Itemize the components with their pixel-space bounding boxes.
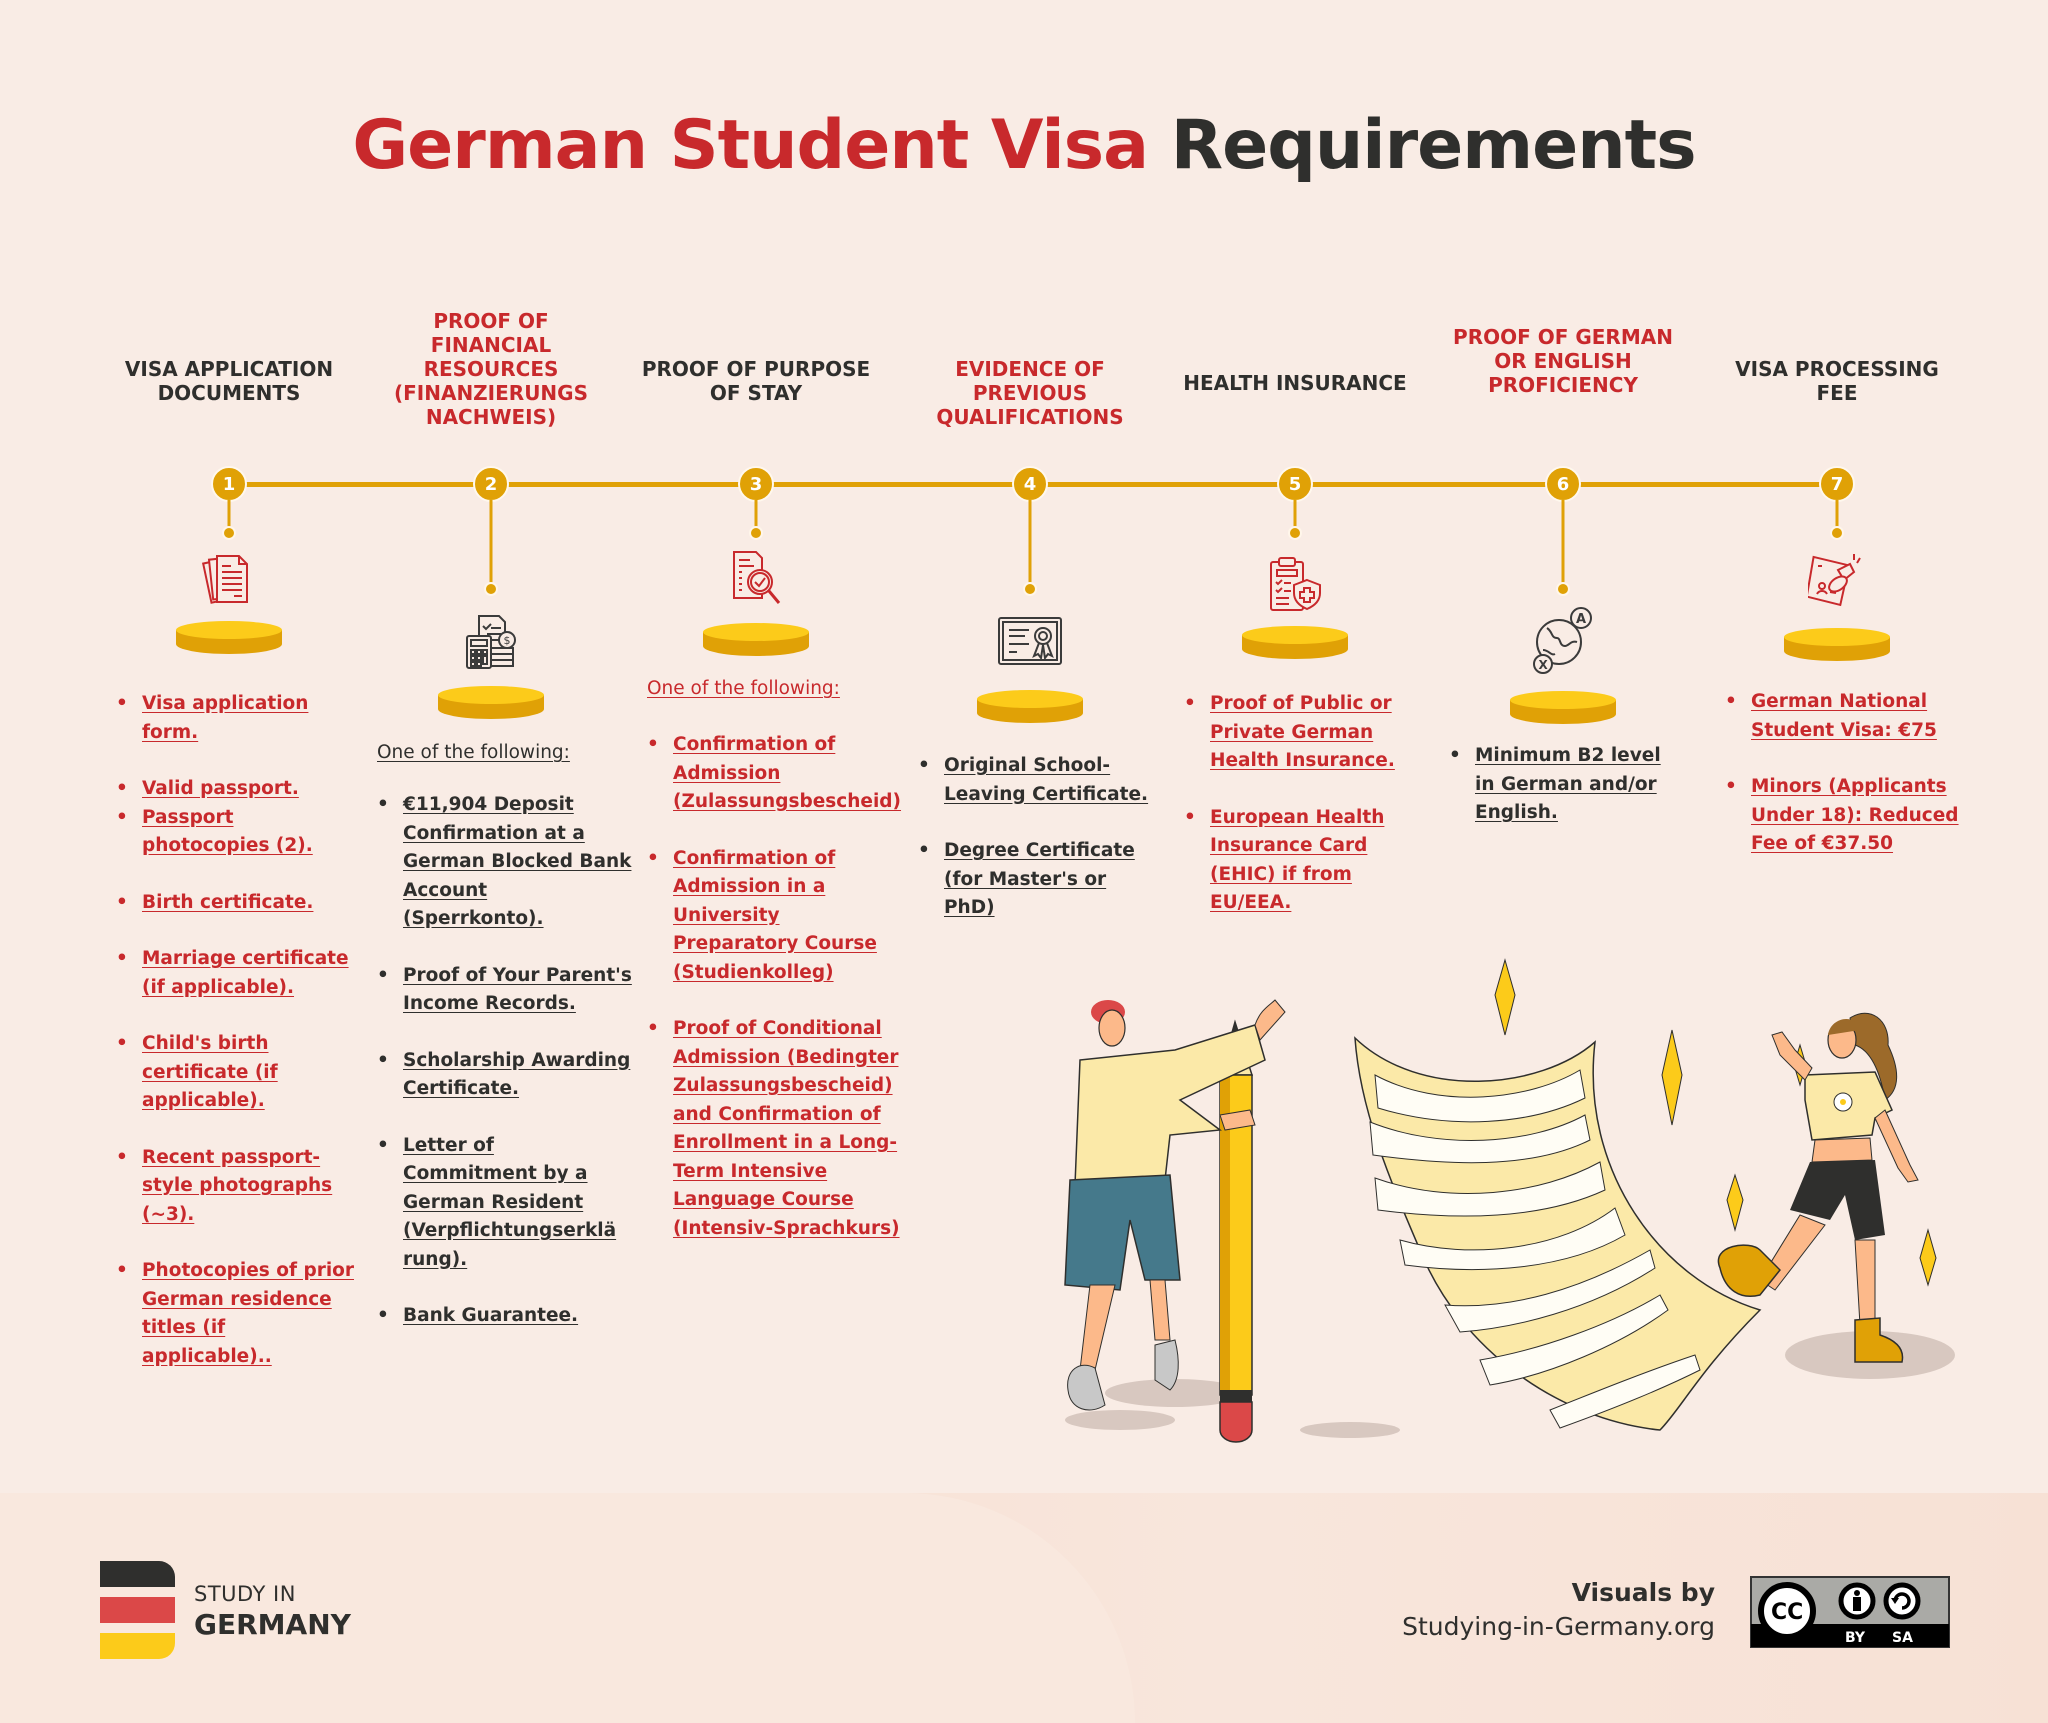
step-3-list [647, 731, 909, 1243]
step-3-intro: One of the following: [647, 678, 840, 699]
step-1-coin [174, 620, 284, 654]
step-6-node: 6 [1545, 466, 1581, 502]
step-5-node: 5 [1277, 466, 1313, 502]
list-item[interactable]: • Photocopies of prior German residence titles (if applicable).. [116, 1257, 361, 1371]
list-item[interactable]: • Minimum B2 level in German and/or English. [1449, 742, 1679, 828]
credit-website-link[interactable]: Studying-in-Germany.org [1402, 1612, 1715, 1641]
list-item[interactable]: • Child's birth certificate (if applicable). [116, 1030, 361, 1116]
cc-label: CC [1771, 1600, 1804, 1625]
step-1-node: 1 [211, 466, 247, 502]
list-item[interactable]: • Bank Guarantee. [377, 1302, 632, 1331]
step-2-stem [490, 500, 493, 589]
list-item[interactable]: • European Health Insurance Card (EHIC) if from EU/EEA. [1184, 804, 1414, 918]
step-6-stem [1562, 500, 1565, 589]
step-1-heading: VISA APPLICATION DOCUMENTS [124, 357, 334, 405]
list-item[interactable]: • Minors (Applicants Under 18): Reduced Fee of €37.50 [1725, 773, 1965, 859]
step-2-stem-dot [484, 582, 498, 596]
cc-by-sa-license-icon[interactable] [1750, 1576, 1950, 1648]
list-item[interactable]: • Degree Certificate (for Master's or PhD) [918, 837, 1158, 923]
step-4-stem-dot [1023, 582, 1037, 596]
step-6-stem-dot [1556, 582, 1570, 596]
step-4-heading: EVIDENCE OF PREVIOUS QUALIFICATIONS [936, 357, 1124, 429]
document-search-icon [728, 550, 784, 608]
step-5-list [1184, 690, 1414, 918]
step-2-list [377, 791, 632, 1331]
sa-label: SA [1892, 1630, 1913, 1646]
list-item[interactable]: • Valid passport. [116, 775, 361, 804]
step-5-coin [1240, 625, 1350, 659]
step-4-stem [1029, 500, 1032, 589]
step-7-list [1725, 688, 1965, 859]
germany-flag-logo-icon [100, 1561, 175, 1661]
step-5-stem-dot [1288, 526, 1302, 540]
svg-text:X: X [1538, 658, 1548, 672]
list-item[interactable]: • Scholarship Awarding Certificate. [377, 1047, 632, 1104]
list-item[interactable]: • Confirmation of Admission (Zulassungsbescheid) [647, 731, 909, 817]
step-4-coin [975, 689, 1085, 723]
list-item[interactable]: • Proof of Public or Private German Health Insurance. [1184, 690, 1414, 776]
title-dark-part: Requirements [1170, 106, 1696, 185]
page-title [0, 106, 2048, 185]
title-red-part: German Student Visa [352, 106, 1149, 185]
list-item[interactable]: • €11,904 Deposit Confirmation at a German Blocked Bank Account (Sperrkonto). [377, 791, 632, 934]
step-3-coin [701, 622, 811, 656]
list-item[interactable]: • Visa application form. [116, 690, 361, 747]
step-1-stem-dot [222, 526, 236, 540]
logo-text-study-in: STUDY IN [194, 1582, 296, 1606]
certificate-icon [997, 616, 1063, 668]
step-6-heading: PROOF OF GERMAN OR ENGLISH PROFICIENCY [1453, 325, 1673, 397]
step-7-node: 7 [1819, 466, 1855, 502]
step-3-node: 3 [738, 466, 774, 502]
step-2-heading: PROOF OF FINANCIAL RESOURCES (FINANZIERUNGS NACHWEIS) [393, 309, 588, 429]
list-item[interactable]: • Proof of Conditional Admission (Bedingter Zulassungsbescheid) and Confirmation of Enrollment in a Long-Term Intensive Language Course (Intensiv-Sprachkurs) [647, 1015, 909, 1243]
step-7-stem-dot [1830, 526, 1844, 540]
list-item[interactable]: • Proof of Your Parent's Income Records. [377, 962, 632, 1019]
step-2-intro: One of the following: [377, 742, 570, 763]
step-1-list [116, 690, 361, 1371]
step-6-coin [1508, 690, 1618, 724]
step-7-coin [1782, 627, 1892, 661]
list-item[interactable]: • Marriage certificate (if applicable). [116, 945, 361, 1002]
step-4-node: 4 [1012, 466, 1048, 502]
list-item[interactable]: • German National Student Visa: €75 [1725, 688, 1965, 745]
passport-stamp-icon [1808, 550, 1866, 608]
by-label: BY [1845, 1630, 1866, 1646]
health-insurance-icon [1267, 554, 1323, 614]
step-7-heading: VISA PROCESSING FEE [1735, 357, 1939, 405]
globe-language-icon [1529, 606, 1597, 674]
svg-text:A: A [1576, 612, 1587, 627]
step-5-heading: HEALTH INSURANCE [1183, 371, 1407, 395]
credit-visuals-by: Visuals by [1571, 1578, 1715, 1607]
list-item[interactable]: • Birth certificate. [116, 889, 361, 918]
list-item[interactable]: • Letter of Commitment by a German Resident (Verpflichtungserklä rung). [377, 1132, 632, 1275]
step-2-node: 2 [473, 466, 509, 502]
list-item[interactable]: • Original School-Leaving Certificate. [918, 752, 1158, 809]
list-item[interactable]: • Confirmation of Admission in a University Preparatory Course (Studienkolleg) [647, 845, 909, 988]
calculator-money-icon [463, 614, 519, 670]
logo-text-germany: GERMANY [194, 1608, 351, 1641]
svg-text:$: $ [503, 634, 511, 647]
step-2-coin [436, 685, 546, 719]
list-item[interactable]: • Passport photocopies (2). [116, 804, 361, 861]
list-item[interactable]: • Recent passport-style photographs (~3). [116, 1144, 361, 1230]
step-3-heading: PROOF OF PURPOSE OF STAY [641, 357, 871, 405]
step-6-list [1449, 742, 1679, 828]
step-3-stem-dot [749, 526, 763, 540]
documents-icon [201, 550, 257, 606]
step-4-list [918, 752, 1158, 923]
students-pencil-illustration [1060, 950, 1960, 1450]
